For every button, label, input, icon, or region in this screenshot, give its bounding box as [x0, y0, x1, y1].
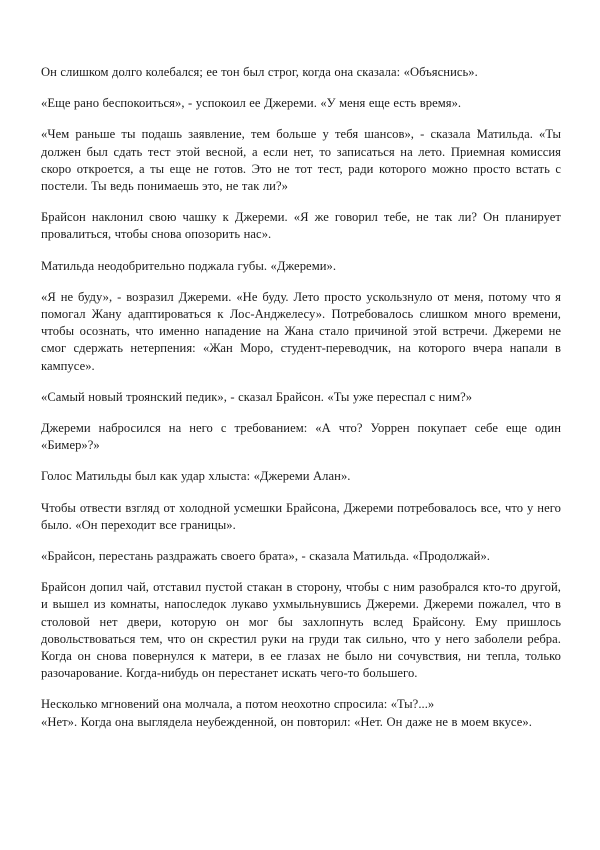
paragraph-7: «Самый новый троянский педик», - сказал Брайсон. «Ты уже переспал с ним?» — [41, 389, 473, 404]
paragraph-6: «Я не буду», - возразил Джереми. «Не буду. Лето просто ускользнуло от меня, потому что я помогал Жану адаптироваться к Лос-Анджелесу». Потребовалось слишком много времени, чтобы осознать, что именно нападение на Жана стало причиной этой встречи. Джереми не смог сдержать нетерпения: «Жан Моро, студент-переводчик, на которого вчера напали в кампусе». — [41, 289, 561, 373]
paragraph-8: Джереми набросился на него с требованием: «А что? Уоррен покупает себе еще один «Бимер»?» — [41, 421, 561, 453]
paragraph-3: «Чем раньше ты подашь заявление, тем больше у тебя шансов», - сказала Матильда. «Ты должен был сдать тест этой весной, а если нет, то записаться на лето. Приемная комиссия скоро откроется, а ты еще не готов. Это не тот тест, ради которого можно просто встать с постели. Ты ведь понимаешь это, не так ли?» — [41, 127, 561, 194]
paragraph-5: Матильда неодобрительно поджала губы. «Джереми». — [41, 258, 337, 273]
paragraph-4: Брайсон наклонил свою чашку к Джереми. «Я же говорил тебе, не так ли? Он планирует провалиться, чтобы снова опозорить нас». — [41, 210, 561, 242]
paragraph-9: Голос Матильды был как удар хлыста: «Джереми Алан». — [41, 469, 351, 484]
paragraph-2: «Еще рано беспокоиться», - успокоил ее Джереми. «У меня еще есть время». — [41, 96, 462, 111]
paragraph-11: «Брайсон, перестань раздражать своего брата», - сказала Матильда. «Продолжай». — [41, 549, 491, 564]
paragraph-10: Чтобы отвести взгляд от холодной усмешки Брайсона, Джереми потребовалось все, что у него было. «Он переходит все границы». — [41, 500, 561, 532]
paragraph-12: Брайсон допил чай, отставил пустой стакан в сторону, чтобы с ним разобрался кто-то другой, и вышел из комнаты, напоследок лукаво ухмыльнувшись Джереми. Джереми пожалел, что в столовой нет двери, которую он мог бы захлопнуть вслед Брайсону. Ему пришлось довольствоваться тем, что он скрестил руки на груди так сильно, что у него заболели ребра. Когда он снова повернулся к матери, в ее глазах не было ни сочувствия, ни тепла, только разочарование. Когда-нибудь он перестанет искать чего-то большего. — [41, 580, 561, 681]
paragraph-1: Он слишком долго колебался; ее тон был строг, когда она сказала: «Объяснись». — [41, 65, 478, 79]
paragraph-13 — [41, 696, 561, 730]
paragraph-13-line-2: «Нет». Когда она выглядела неубежденной, он повторил: «Нет. Он даже не в моем вкусе». — [41, 714, 532, 729]
paragraph-13-line-1: Несколько мгновений она молчала, а потом неохотно спросила: «Ты?...» — [41, 697, 435, 712]
document-text-body — [41, 64, 561, 731]
